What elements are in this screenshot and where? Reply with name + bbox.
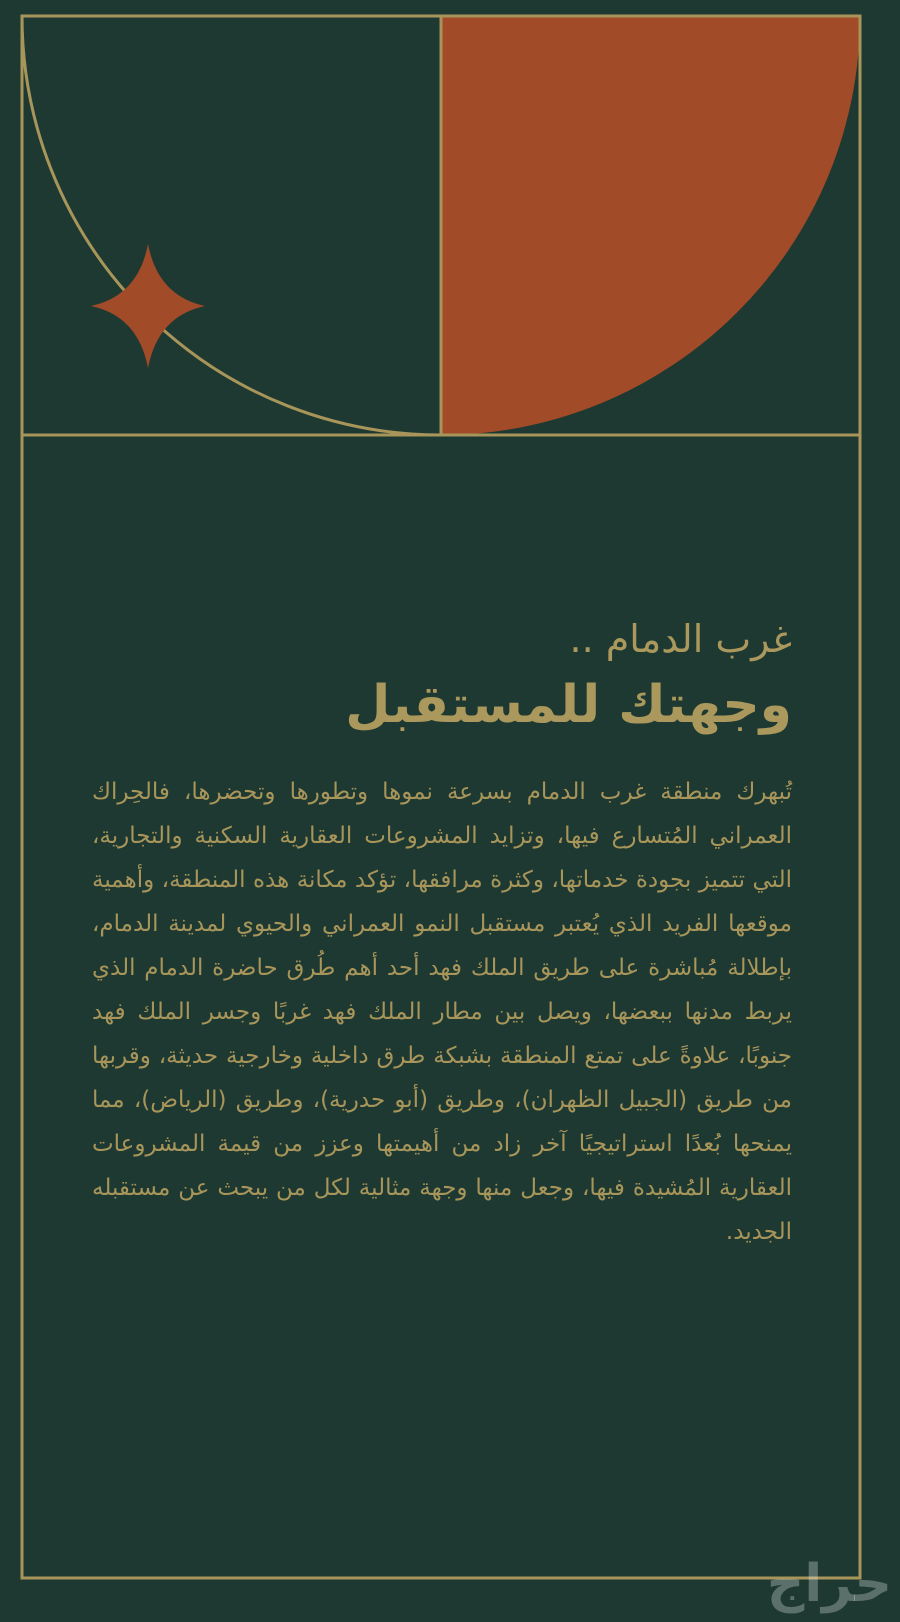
subtitle: غرب الدمام .. xyxy=(569,617,792,661)
page-title: وجهتك للمستقبل xyxy=(345,675,792,735)
rust-quarter-circle xyxy=(441,16,860,435)
haraj-watermark-logo: حراج xyxy=(766,1554,892,1614)
body-paragraph: تُبهرك منطقة غرب الدمام بسرعة نموها وتطورها وتحضرها، فالحِراك العمراني المُتسارع فيها، وتزايد المشروعات العقارية السكنية والتجارية، التي تتميز بجودة خدماتها، وكثرة مرافقها، تؤكد مكانة هذه المنطقة، وأهمية موقعها الفريد الذي يُعتبر مستقبل النمو العمراني والحيوي لمدينة الدمام، بإطلالة مُباشرة على طريق الملك فهد أحد أهم طُرق حاضرة الدمام الذي يربط مدنها ببعضها، ويصل بين مطار الملك فهد غربًا وجسر الملك فهد جنوبًا، علاوةً على تمتع المنطقة بشبكة طرق داخلية وخارجية حديثة، وقربها من طريق (الجبيل الظهران)، وطريق (أبو حدرية)، وطريق (الرياض)، مما يمنحها بُعدًا استراتيجيًا آخر زاد من أهيمتها وعزز من قيمة المشروعات العقارية المُشيدة فيها، وجعل منها وجهة مثالية لكل من يبحث عن مستقبله الجديد. xyxy=(92,779,792,1245)
gold-arc xyxy=(22,16,441,435)
text-content xyxy=(92,612,792,1254)
